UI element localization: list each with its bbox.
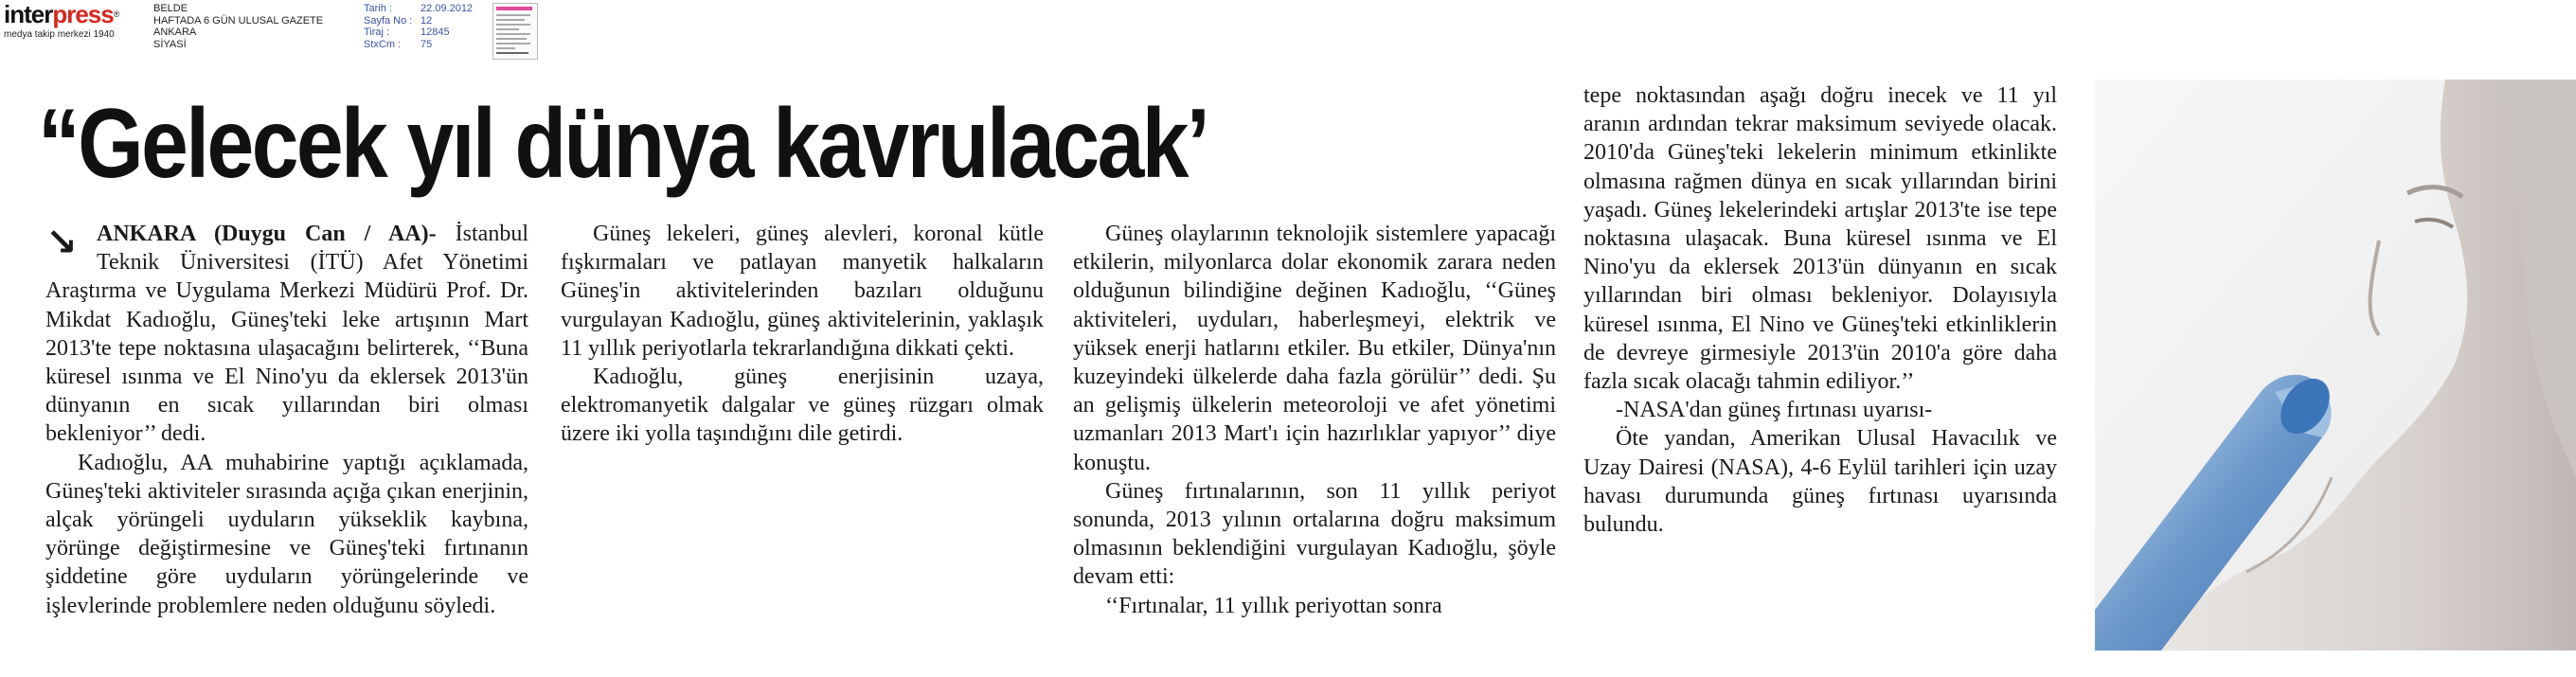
- body-paragraph: Güneş fırtınalarının, son 11 yıllık periyot sonunda, 2013 yılının ortalarına doğru maksimum olmasının beklendiğini vurgulayan Kadıoğlu, şöyle devam etti:: [1073, 478, 1556, 590]
- article-column-3: [1073, 220, 1556, 665]
- meta-value: 22.09.2012: [420, 3, 474, 14]
- article-column-2: [561, 220, 1044, 665]
- lead-paragraph: [45, 220, 528, 449]
- meta-key: Tarih :: [364, 3, 392, 14]
- page-thumbnail: [492, 3, 538, 60]
- body-paragraph: Öte yandan, Amerikan Ulusal Havacılık ve Uzay Dairesi (NASA), 4-6 Eylül tarihleri için uzay havası durumunda güneş fırtınası uyarısında bulundu.: [1583, 426, 2057, 538]
- article-photo: [2095, 80, 2576, 650]
- arrow-down-right-icon: ↘: [45, 221, 78, 264]
- publication-info: [153, 3, 323, 50]
- meta-key: StxCm :: [364, 38, 402, 50]
- article-headline: “Gelecek yıl dünya kavrulacak’: [38, 89, 1208, 199]
- publication-city: ANKARA: [153, 27, 197, 38]
- meta-row-date: [364, 3, 487, 15]
- meta-row-page: [364, 15, 487, 27]
- clipping-header: [0, 0, 568, 61]
- body-paragraph: tepe noktasından aşağı doğru inecek ve 11 yıl aranın ardından tekrar maksimum seviyede olacak. 2010'da Güneş'teki lekelerin minimum etkinlikte olmasına rağmen dünya en sıcak yıllarından birini yaşadı. Güneş lekelerindeki artışlar 2013'te ise tepe noktasına ulaşacak. Buna küresel ısınma ve El Nino'yu da eklersek 2013'ün dünyanın en sıcak yıllarından biri olması bekleniyor. Dolayısıyla küresel ısınma, El Nino ve Güneş'teki etkinliklerin de devreye girmesiyle 2013'ün 2010'a göre daha fazla sıcak olacağı tahmin ediliyor.’’: [1583, 83, 2057, 395]
- body-paragraph: Kadıoğlu, güneş enerjisinin uzaya, elektromanyetik dalgalar ve güneş rüzgarı olmak üzere iki yolla taşındığını dile getirdi.: [561, 365, 1044, 447]
- logo-registered-mark: ®: [113, 9, 119, 19]
- body-paragraph: Kadıoğlu, AA muhabirine yaptığı açıklamada, Güneş'teki aktiviteler sırasında açığa çıkan enerjinin, alçak yörüngeli uyduların yükseklik kaybına, yörünge değiştirmesine ve Güneş'teki fırtınanın şiddetine göre uyduların yörüngelerinde ve işlevlerinde problemlere neden olduğunu söyledi.: [45, 450, 528, 618]
- body-paragraph: ‘‘Fırtınalar, 11 yıllık periyottan sonra: [1105, 593, 1442, 618]
- logo-main: inter: [4, 0, 53, 28]
- meta-value: 12845: [420, 27, 450, 38]
- publication-name: BELDE: [153, 3, 188, 14]
- meta-key: Sayfa No :: [364, 14, 413, 27]
- meta-row-circulation: [364, 27, 487, 39]
- body-paragraph: Güneş olaylarının teknolojik sistemlere yapacağı etkilerin, milyonlarca dolar ekonomik zarara neden olduğunun bilindiğine değinen Kadıoğlu, ‘‘Güneş aktiviteleri, uyduları, haberleşmeyi, elektrik ve yüksek enerji hatlarını etkiler. Bu etkiler, Dünya'nın kuzeyindeki ülkelerde daha fazla görülür’’ dedi. Şu an gelişmiş ülkelerin meteoroloji ve afet yönetimi uzmanları 2013 Mart'ı için hazırlıklar yapıyor’’ diye konuştu.: [1073, 222, 1556, 475]
- article-byline: ANKARA (Duygu Can / AA)-: [97, 222, 437, 246]
- meta-key: Tiraj :: [364, 27, 390, 38]
- logo-tagline: medya takip merkezi 1940: [4, 29, 115, 40]
- article-column-4: [1583, 81, 2057, 650]
- clip-metadata: [364, 3, 487, 50]
- meta-value: 75: [420, 38, 433, 50]
- publication-category: SİYASİ: [153, 38, 187, 50]
- woman-drinking-water-image: [2095, 80, 2576, 650]
- paragraph-text: İstanbul Teknik Üniversitesi (İTÜ) Afet Yönetimi Araştırma ve Uygulama Merkezi Müdürü Prof. Dr. Mikdat Kadıoğlu, Güneş'teki leke artışının Mart 2013'te tepe noktasına ulaşacağını belirterek, ‘‘Buna küresel ısınma ve El Nino'yu da eklersek 2013'ün dünyanın en sıcak yıllarından biri olması bekleniyor’’ dedi.: [45, 222, 528, 447]
- logo-accent: press: [52, 0, 114, 28]
- meta-value: 12: [420, 14, 433, 27]
- meta-row-stxcm: [364, 39, 487, 51]
- interpress-logo: [4, 2, 144, 40]
- article-column-1: [45, 220, 528, 665]
- body-paragraph: Güneş lekeleri, güneş alevleri, koronal kütle fışkırmaları ve patlayan manyetik halkaların Güneş'in aktivitelerinden bazıları olduğunu vurgulayan Kadıoğlu, güneş aktivitelerinin, yaklaşık 11 yıllık periyotlarla tekrarlandığına dikkati çekti.: [561, 222, 1044, 361]
- publication-frequency: HAFTADA 6 GÜN ULUSAL GAZETE: [153, 14, 324, 27]
- subheading: -NASA'dan güneş fırtınası uyarısı-: [1616, 398, 1933, 423]
